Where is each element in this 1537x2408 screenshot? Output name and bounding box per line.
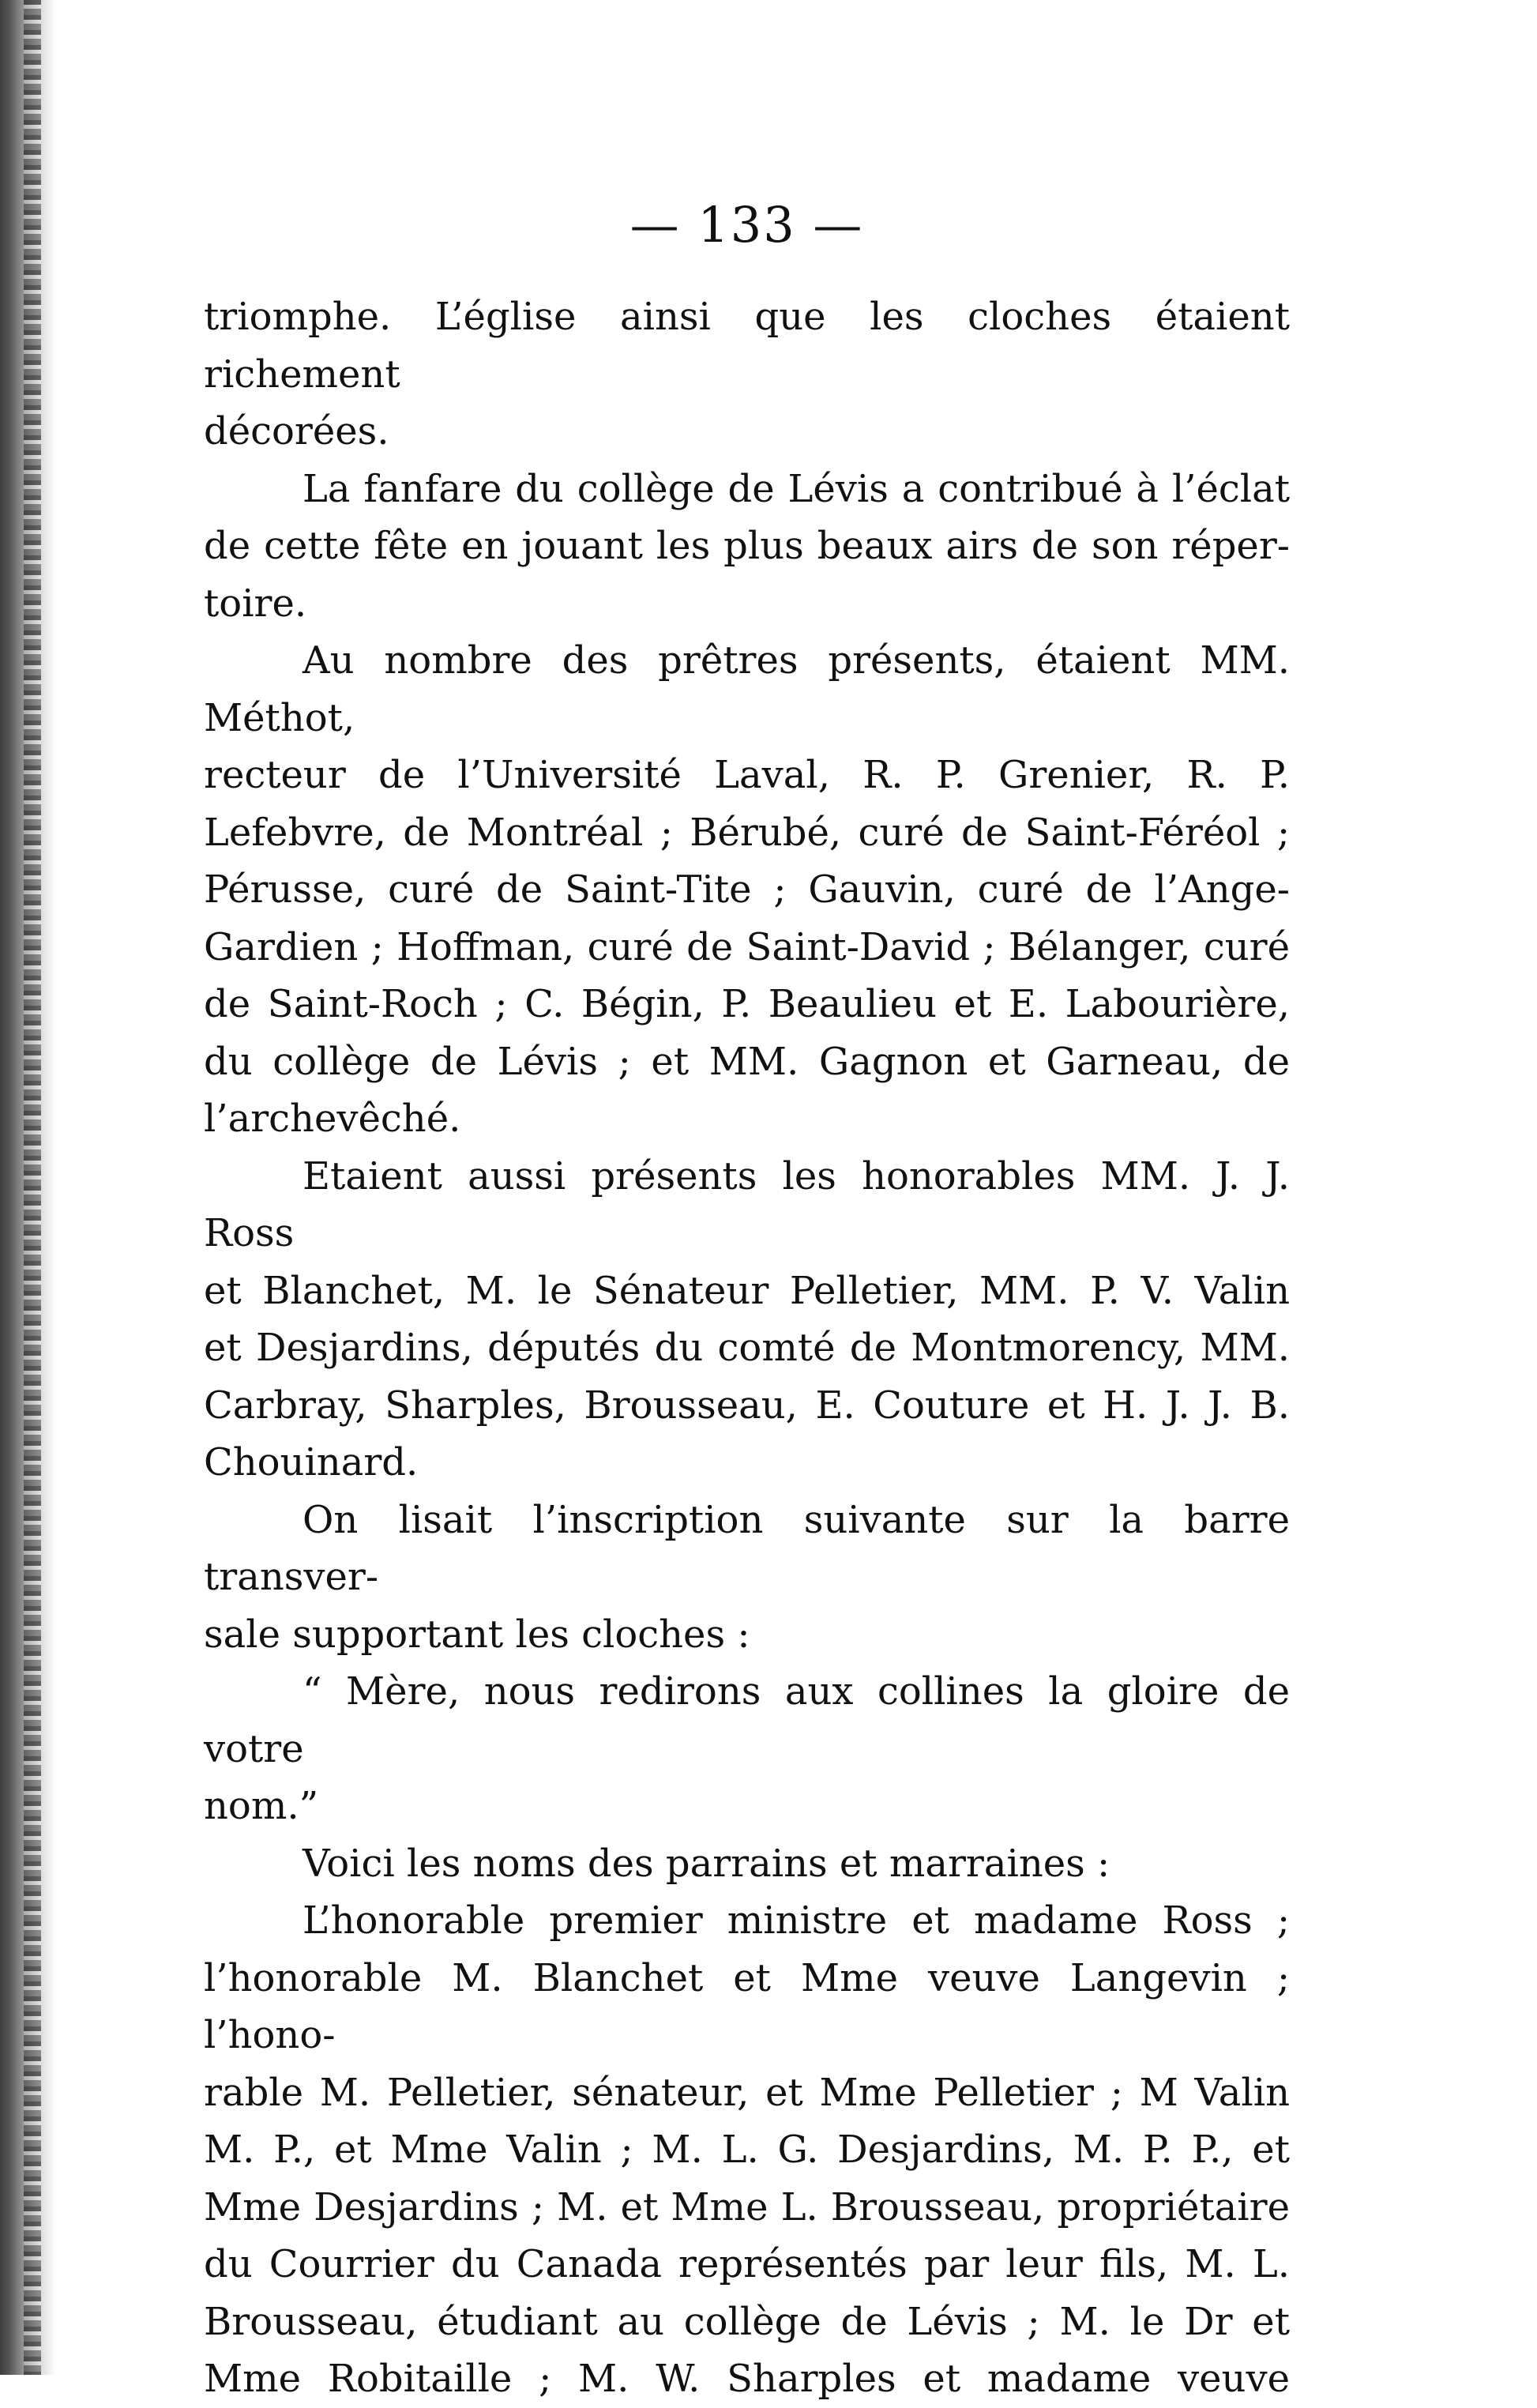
paragraph-7 [204,1835,1290,1893]
text-line: Pérusse, curé de Saint-Tite ; Gauvin, curé de l’Ange- [204,867,1290,912]
text-line: Etaient aussi présents les honorables MM. J. J. Ross [204,1153,1290,1255]
text-line: Carbray, Sharples, Brousseau, E. Couture et H. J. J. B. [204,1383,1290,1428]
text-line: Gardien ; Hoffman, curé de Saint-David ; Bélanger, curé [204,924,1290,969]
text-line: M. P., et Mme Valin ; M. L. G. Desjardins, M. P. P., et [204,2128,1290,2172]
text-line: et Desjardins, députés du comté de Montmorency, MM. [204,1326,1290,1370]
paragraph-2 [204,461,1290,633]
paragraph-inscription [204,1663,1290,1835]
text-line: nom.” [204,1784,319,1828]
text-line: l’archevêché. [204,1097,461,1141]
text-line: décorées. [204,409,389,453]
text-line: L’honorable premier ministre et madame Ross ; [303,1898,1290,1943]
paragraph-5 [204,1492,1290,1664]
paragraph-1 [204,288,1290,461]
text-line: et Blanchet, M. le Sénateur Pelletier, MM. P. V. Valin [204,1268,1290,1313]
paragraph-3 [204,632,1290,1148]
text-line: triomphe. L’église ainsi que les cloches étaient richement [204,295,1290,397]
paragraph-4 [204,1148,1290,1492]
body-text [204,288,1290,2408]
text-line: recteur de l’Université Laval, R. P. Grenier, R. P. [204,753,1290,797]
text-line: La fanfare du collège de Lévis a contribué à l’éclat [303,466,1290,511]
text-line: de cette fête en jouant les plus beaux airs de son réper- [204,524,1290,568]
text-line: toire. [204,581,307,626]
text-line: Lefebvre, de Montréal ; Bérubé, curé de Saint-Féréol ; [204,810,1290,855]
text-line: l’honorable M. Blanchet et Mme veuve Langevin ; l’hono- [204,1955,1290,2057]
text-line: Mme Robitaille ; M. W. Sharples et madame veuve [204,2357,1290,2401]
text-line: du collège de Lévis ; et MM. Gagnon et Garneau, de [204,1039,1290,1084]
text-line: “ Mère, nous redirons aux collines la gloire de votre [204,1669,1290,1771]
text-line: On lisait l’inscription suivante sur la barre transver- [204,1497,1290,1599]
scan-binding-texture [24,0,41,2375]
text-line: Mme Desjardins ; M. et Mme L. Brousseau, propriétaire [204,2184,1290,2229]
text-line: Chouinard. [204,1440,419,1484]
text-line: Brousseau, étudiant au collège de Lévis ; M. le Dr et [204,2299,1290,2344]
text-line: Voici les noms des parrains et marraines : [303,1841,1110,1886]
text-line: de Saint-Roch ; C. Bégin, P. Beaulieu et E. Labourière, [204,982,1290,1026]
text-line: du Courrier du Canada représentés par leur fils, M. L. [204,2242,1290,2286]
page-number: — 133 — [629,196,864,254]
text-line: Au nombre des prêtres présents, étaient MM. Méthot, [204,638,1290,740]
text-line: rable M. Pelletier, sénateur, et Mme Pelletier ; M Valin [204,2070,1290,2115]
text-line: sale supportant les cloches : [204,1612,750,1657]
paragraph-8 [204,1892,1290,2408]
